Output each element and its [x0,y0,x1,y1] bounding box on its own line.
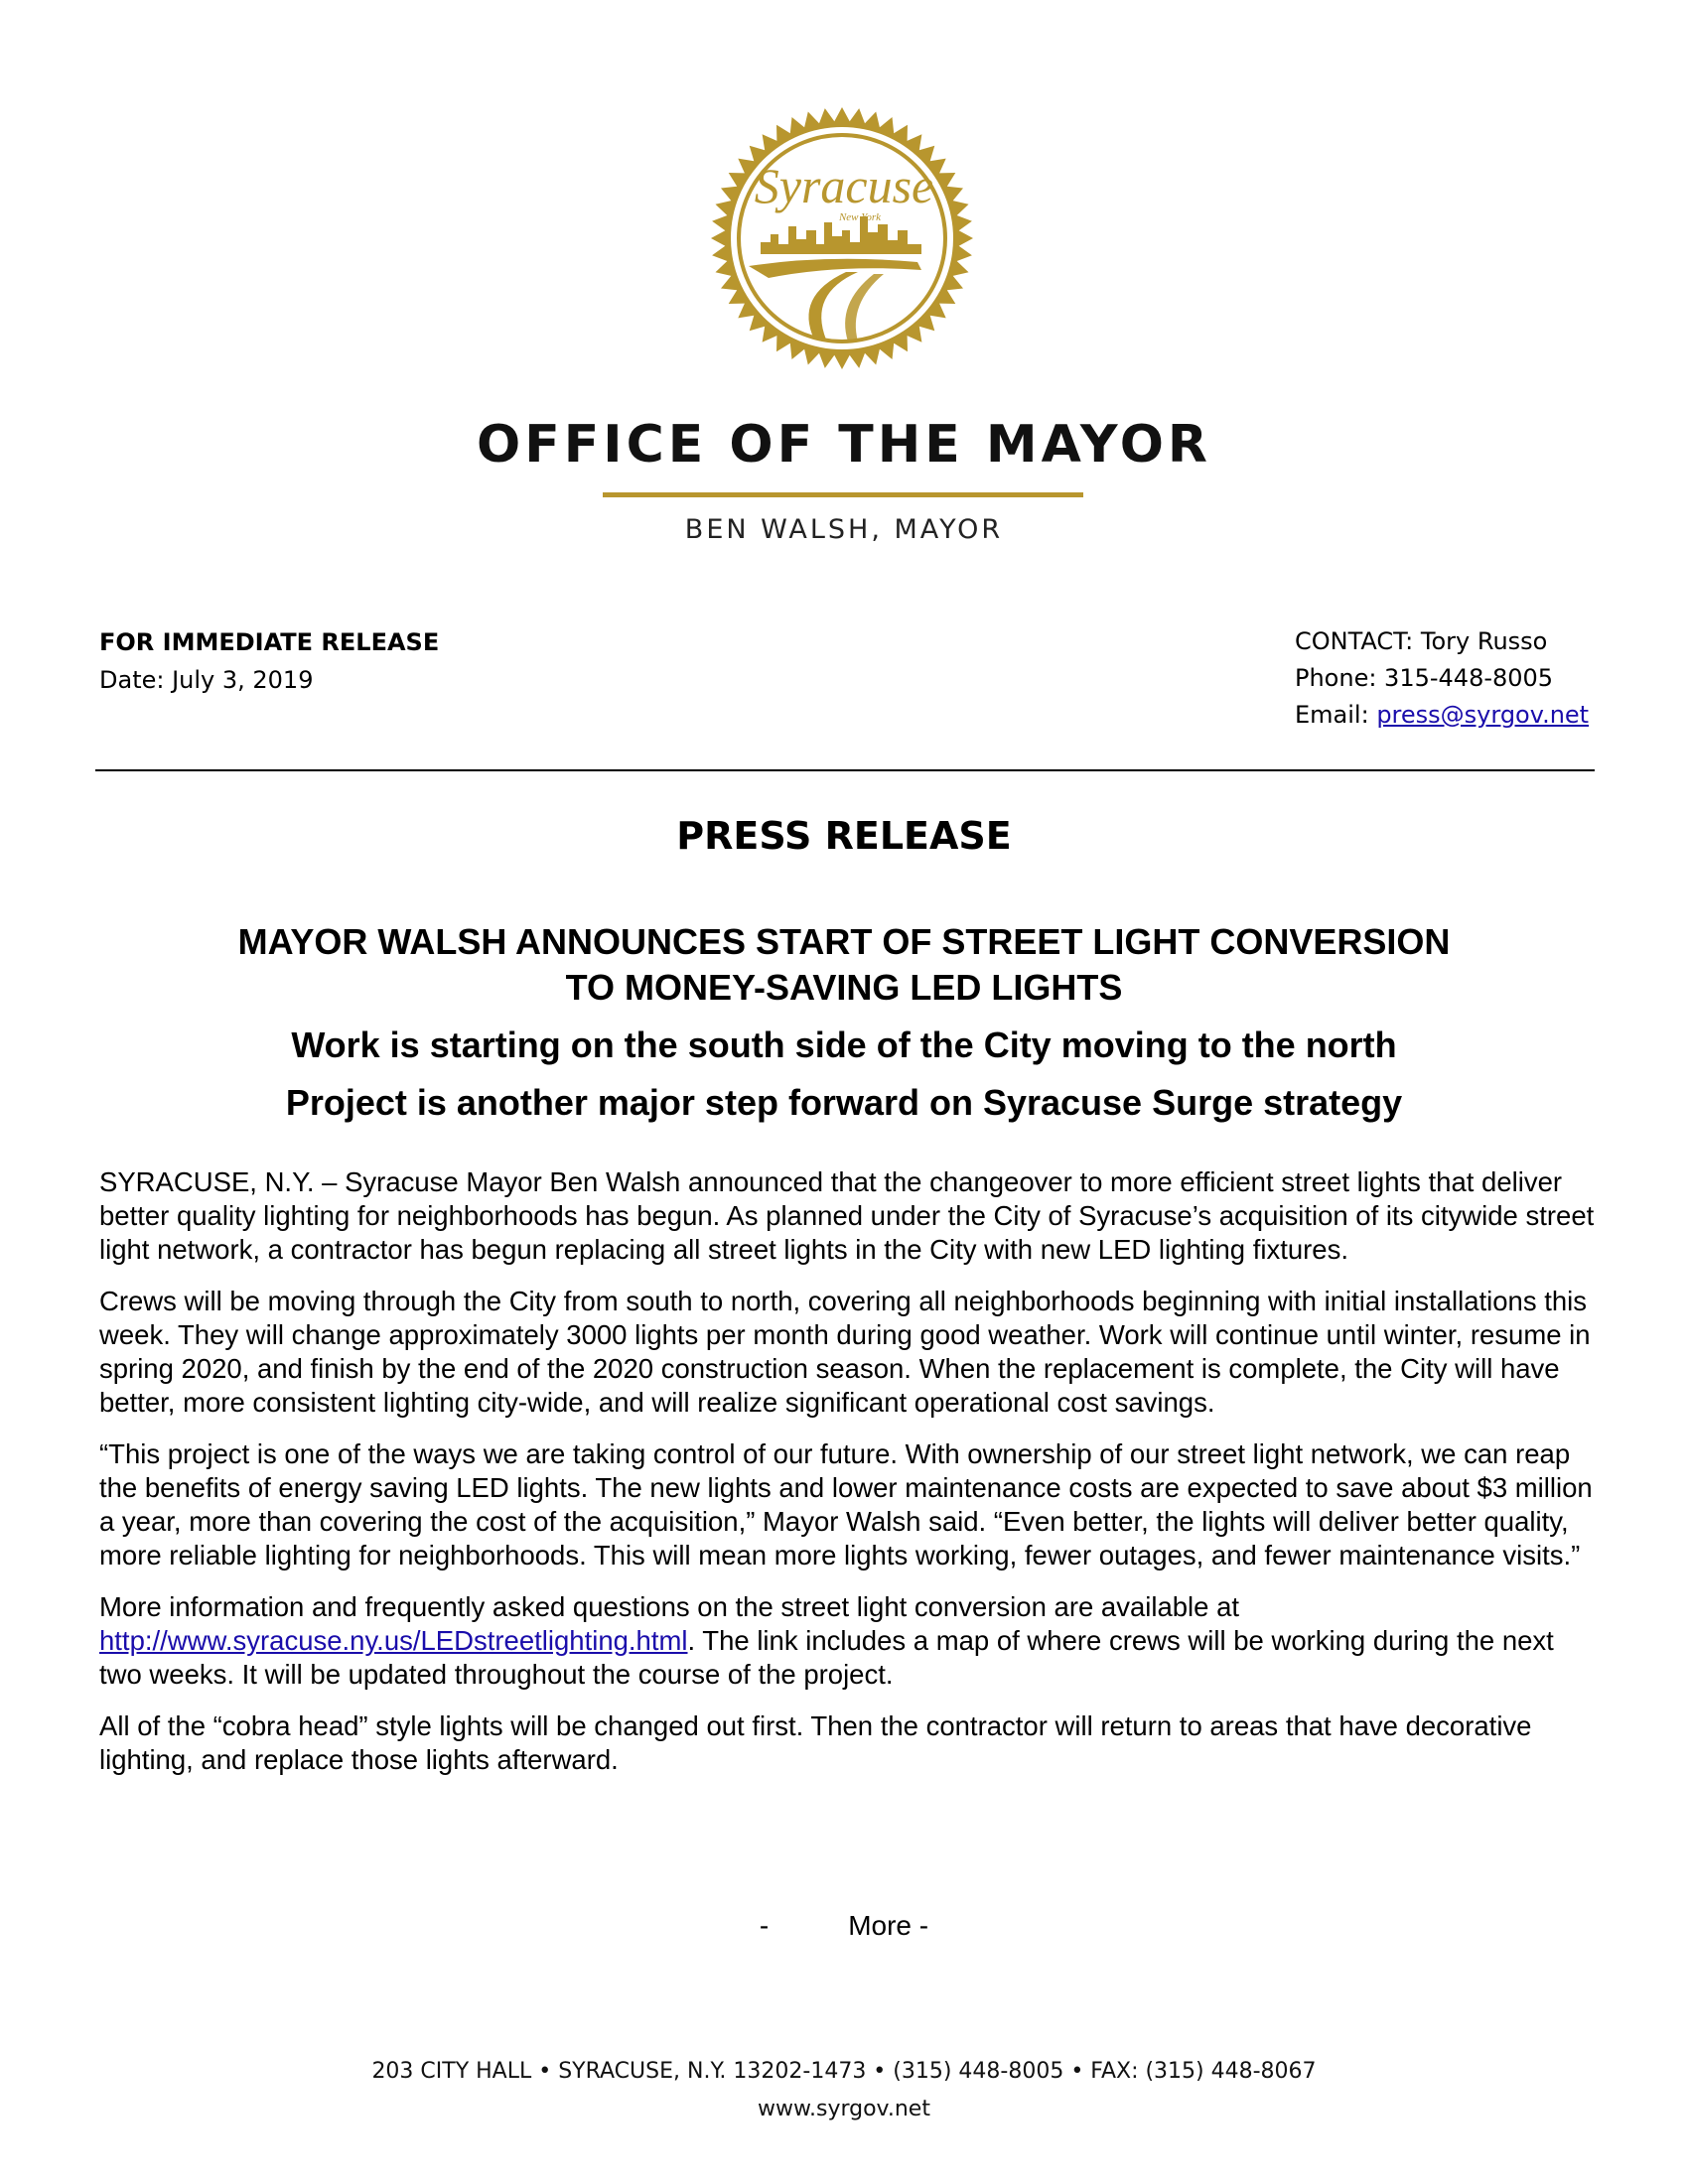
release-label: FOR IMMEDIATE RELEASE [99,628,440,656]
headline [0,919,1688,1011]
contact-block [1295,623,1589,734]
contact-name: CONTACT: Tory Russo [1295,627,1548,655]
seal-state-text: New York [838,211,882,223]
subhead-1: Work is starting on the south side of the City moving to the north [291,1024,1397,1065]
paragraph-4-text-end: . The link includes a map of where crews will be working during the next two weeks. It will be updated throughout the course of the project. [99,1625,1554,1690]
city-seal-logo [709,105,975,371]
contact-email-link[interactable]: press@syrgov.net [1376,701,1590,729]
paragraph-4-text: More information and frequently asked questions on the street light conversion are available at [99,1591,1240,1622]
release-info [99,623,439,699]
footer-website: www.syrgov.net [758,2097,930,2121]
paragraph-2: Crews will be moving through the City from south to north, covering all neighborhoods beginning with initial installations this week. They will change approximately 3000 lights per month during good weather. Work will continue until winter, resume in spring 2020, and finish by the end of the 2020 construction season. When the replacement is complete, the City will have better, more consistent lighting city-wide, and will realize significant operational cost savings. [99,1286,1591,1418]
mayor-name: BEN WALSH, MAYOR [684,514,1004,545]
office-title: OFFICE OF THE MAYOR [477,415,1211,475]
more-label: More - [848,1910,929,1941]
paragraph-3: “This project is one of the ways we are taking control of our future. With ownership of our street light network, we can reap the benefits of energy saving LED lights. The new lights and lower maintenance costs are expected to save about $3 million a year, more than covering the cost of the acquisition,” Mayor Walsh said. “Even better, the lights will deliver better quality, more reliable lighting for neighborhoods. This will mean more lights working, fewer outages, and fewer maintenance visits.” [99,1438,1593,1570]
subhead-2: Project is another major step forward on Syracuse Surge strategy [285,1082,1403,1123]
paragraph-1: SYRACUSE, N.Y. – Syracuse Mayor Ben Walsh announced that the changeover to more efficient street lights that deliver better quality lighting for neighborhoods has begun. As planned under the City of Syracuse’s acquisition of its citywide street light network, a contractor has begun replacing all street lights in the City with new LED lighting fixtures. [99,1166,1595,1265]
headline-line-1: MAYOR WALSH ANNOUNCES START OF STREET LIGHT CONVERSION [237,921,1451,962]
press-release-heading: PRESS RELEASE [676,814,1012,858]
contact-phone: Phone: 315-448-8005 [1295,664,1554,692]
gold-divider [603,492,1083,497]
contact-email-label: Email: [1295,701,1377,729]
led-lighting-link[interactable]: http://www.syracuse.ny.us/LEDstreetlighting.html [99,1625,688,1656]
header-divider [95,769,1595,771]
footer-address: 203 CITY HALL • SYRACUSE, N.Y. 13202-1473 • (315) 448-8005 • FAX: (315) 448-8067 [371,2059,1317,2084]
more-dash: - [759,1910,770,1941]
paragraph-4 [99,1590,1599,1692]
release-date: Date: July 3, 2019 [99,666,314,694]
seal-city-text: Syracuse [754,158,934,213]
body-text [99,1165,1599,1795]
paragraph-5: All of the “cobra head” style lights will be changed out first. Then the contractor will return to areas that have decorative lighting, and replace those lights afterward. [99,1710,1532,1775]
headline-line-2: TO MONEY-SAVING LED LIGHTS [565,967,1123,1008]
footer [0,2053,1688,2128]
more-indicator [0,1910,1688,1942]
contact-email-row [1295,697,1589,734]
